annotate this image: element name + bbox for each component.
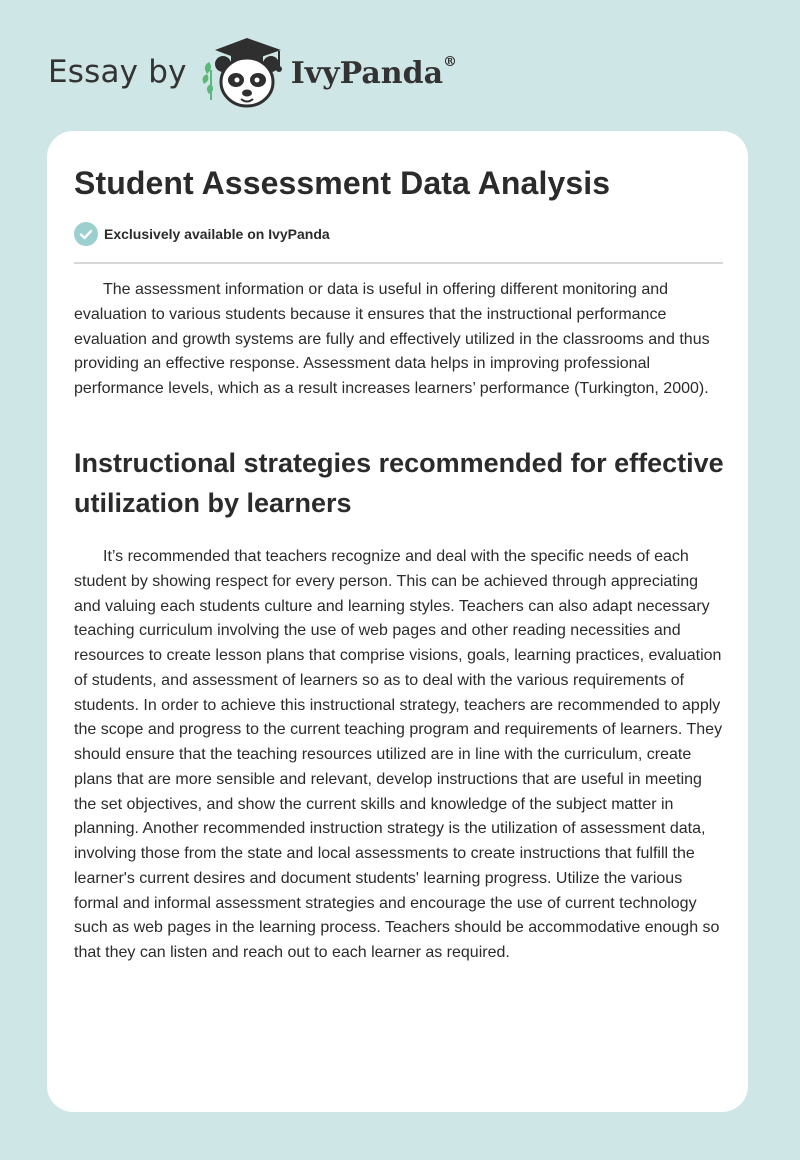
exclusive-badge	[74, 222, 330, 246]
brand-name-text: IvyPanda	[290, 55, 444, 91]
brand-name	[290, 53, 458, 91]
registered-mark: ®	[443, 53, 458, 70]
section-heading: Instructional strategies recommended for effective utilization by learners	[74, 448, 724, 518]
exclusive-badge-label: Exclusively available on IvyPanda	[104, 226, 330, 242]
page-title: Student Assessment Data Analysis	[74, 165, 611, 201]
paragraph-intro: The assessment information or data is useful in offering different monitoring and evaluation to various students because it ensures that the instructional performance evaluation and growth systems are fully and effectively utilized in the classrooms and thus providing an effective response. Assessment data helps in improving professional performance levels, which as a result increases learners’ performance (Turkington, 2000).	[74, 281, 710, 397]
panda-graduate-logo-icon	[201, 34, 287, 110]
brand-header	[48, 34, 457, 110]
brand-prefix: Essay by	[48, 54, 187, 90]
check-circle-icon	[74, 222, 98, 246]
divider	[74, 262, 723, 264]
paragraph-strategies: It’s recommended that teachers recognize and deal with the specific needs of each student by showing respect for every person. This can be achieved through appreciating and valuing each students culture and learning styles. Teachers can also adapt necessary teaching curriculum involving the use of web pages and other reading necessities and resources to create lesson plans that comprise visions, goals, learning practices, evaluation of students, and assessment of learners so as to deal with the various requirements of students. In order to achieve this instructional strategy, teachers are recommended to apply the scope and progress to the current teaching program and requirements of learners. They should ensure that the teaching resources utilized are in line with the curriculum, create plans that are more sensible and relevant, develop instructions that are useful in meeting the set objectives, and show the current skills and knowledge of the subject matter in planning. Another recommended instruction strategy is the utilization of assessment data, involving those from the state and local assessments to create instructions that fulfill the learner's current desires and document students' learning progress. Utilize the various formal and informal assessment strategies and encourage the use of current technology such as web pages in the learning process. Teachers should be accommodative enough so that they can listen and reach out to each learner as required.	[74, 548, 723, 961]
article-card	[47, 131, 748, 1112]
